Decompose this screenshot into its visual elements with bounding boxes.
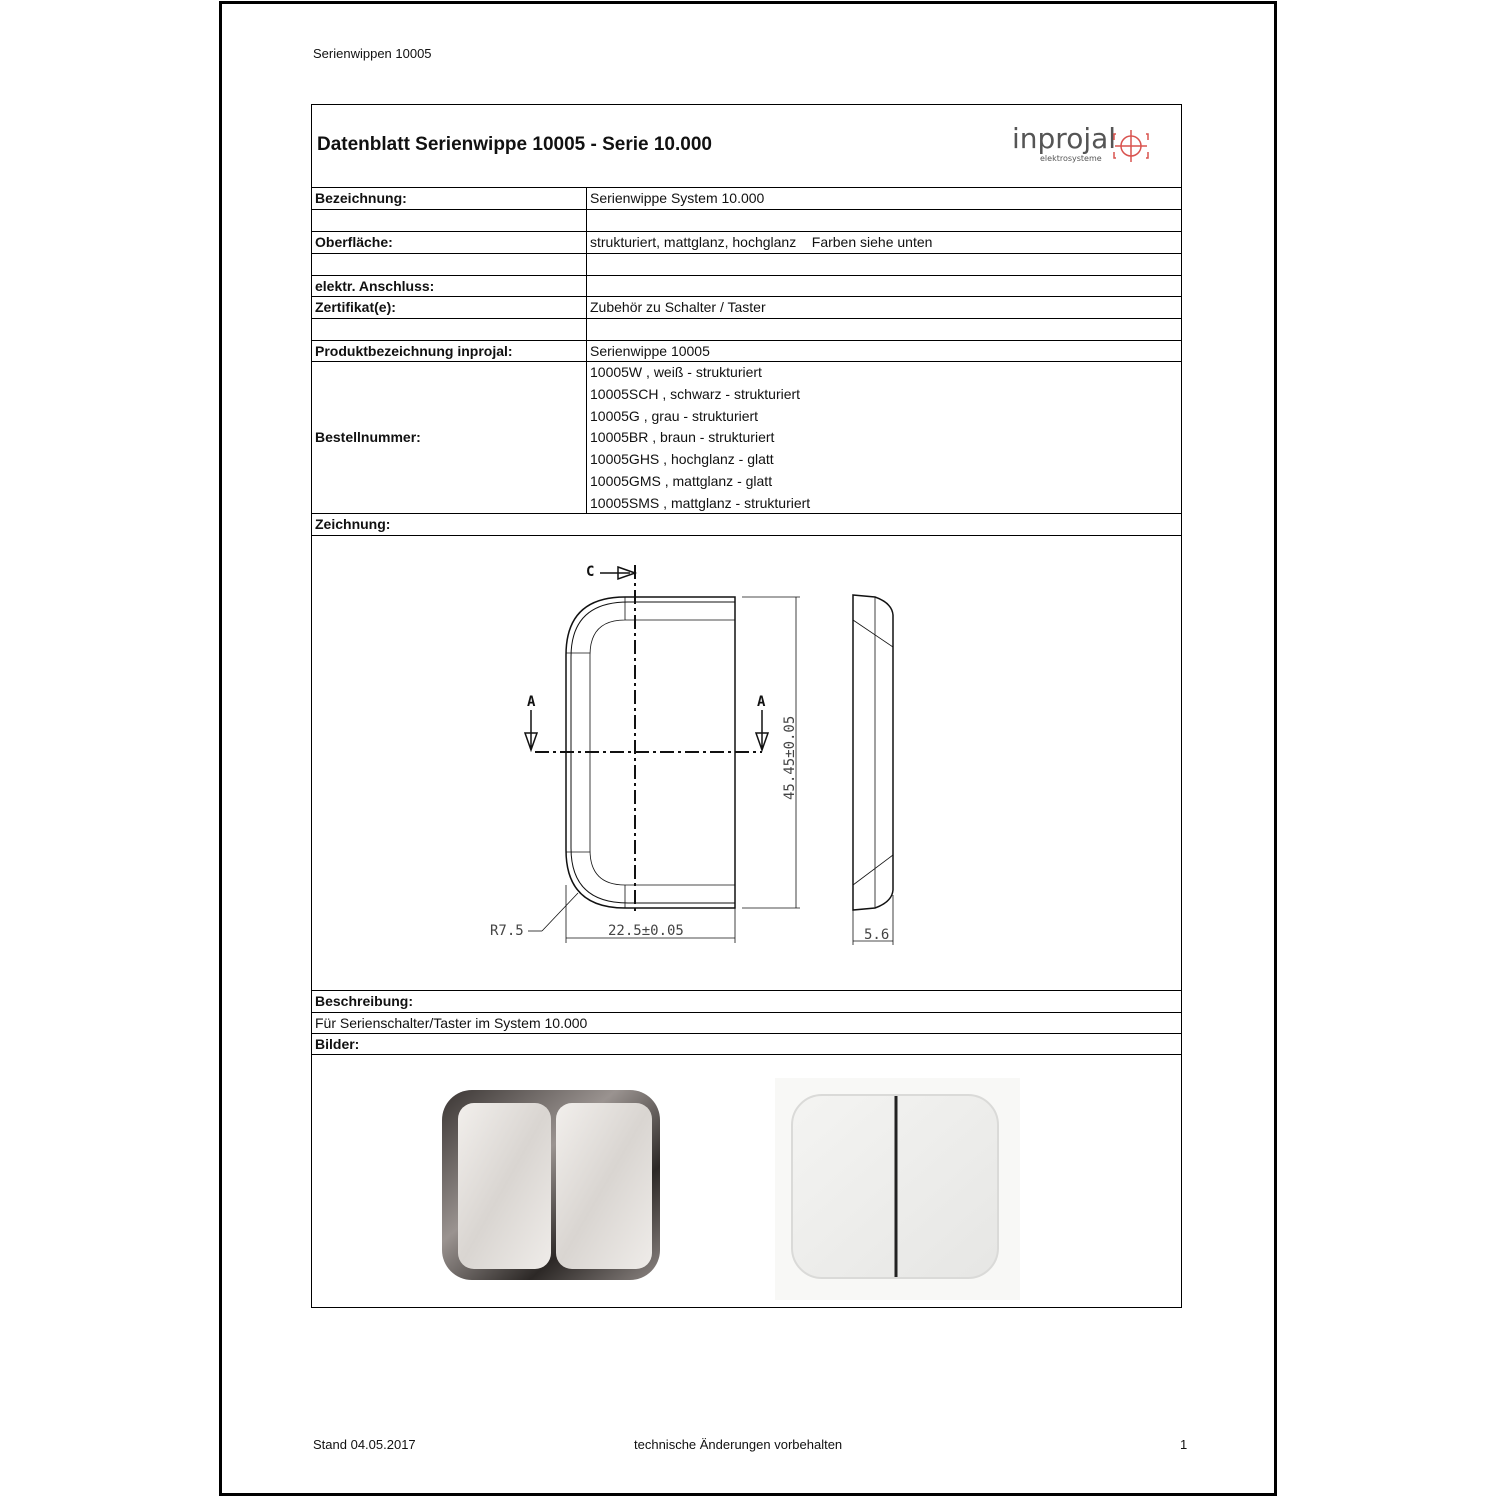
section-a-right-arrow	[756, 710, 768, 750]
label-anschluss: elektr. Anschluss:	[315, 278, 435, 294]
radius-label: R7.5	[490, 923, 524, 939]
rocker-right	[556, 1103, 652, 1269]
list-item: 10005SMS , mattglanz - strukturiert	[590, 494, 811, 511]
rocker-left	[458, 1103, 551, 1269]
logo-tagline: elektrosysteme	[1040, 154, 1102, 163]
list-item: 10005BR , braun - strukturiert	[590, 429, 775, 446]
height-dimension-label: 45.45±0.05	[782, 715, 798, 800]
section-a-left-arrow	[525, 710, 537, 750]
rocker-side-outline	[853, 595, 893, 910]
document-header: Serienwippen 10005	[313, 46, 432, 61]
depth-label: 5.6	[864, 927, 890, 943]
row-divider	[311, 253, 1182, 254]
label-bezeichnung: Bezeichnung:	[315, 190, 407, 206]
value-oberflaeche: strukturiert, mattglanz, hochglanz Farben siehe unten	[590, 234, 933, 250]
value-bezeichnung: Serienwippe System 10.000	[590, 190, 765, 206]
width-dimension-label: 22.5±0.05	[608, 923, 684, 939]
footer-date: Stand 04.05.2017	[313, 1437, 416, 1452]
label-zertifikat: Zertifikat(e):	[315, 299, 396, 315]
list-item: 10005GHS , hochglanz - glatt	[590, 451, 774, 468]
logo-brand: inprojal	[1012, 122, 1117, 155]
section-c-arrow	[600, 567, 635, 579]
list-item: 10005G , grau - strukturiert	[590, 407, 759, 424]
section-a-left-label: A	[527, 694, 536, 710]
label-beschreibung: Beschreibung:	[315, 993, 414, 1009]
label-bestellnummer: Bestellnummer:	[315, 429, 421, 445]
footer-note: technische Änderungen vorbehalten	[634, 1437, 843, 1452]
column-divider	[586, 187, 587, 513]
list-item: 10005GMS , mattglanz - glatt	[590, 472, 773, 489]
inprojal-logo	[1010, 118, 1155, 168]
section-c-label: C	[586, 564, 595, 580]
order-number-list	[590, 362, 810, 515]
list-item: 10005SCH , schwarz - strukturiert	[590, 385, 801, 402]
crosshair-icon	[1114, 130, 1148, 162]
section-a-right-label: A	[757, 694, 766, 710]
product-photo-chrome	[420, 1075, 670, 1300]
value-zertifikat: Zubehör zu Schalter / Taster	[590, 299, 766, 315]
row-divider	[311, 1054, 1182, 1055]
technical-drawing	[480, 555, 910, 945]
row-divider	[311, 535, 1182, 536]
page-number: 1	[1180, 1437, 1188, 1452]
product-photo-white	[775, 1078, 1020, 1300]
row-divider	[311, 318, 1182, 319]
label-bilder: Bilder:	[315, 1036, 360, 1052]
row-divider	[311, 209, 1182, 210]
value-beschreibung: Für Serienschalter/Taster im System 10.000	[315, 1015, 588, 1031]
row-divider	[311, 1033, 1182, 1034]
label-oberflaeche: Oberfläche:	[315, 234, 393, 250]
radius-leader-line	[542, 893, 578, 931]
page-title: Datenblatt Serienwippe 10005 - Serie 10.000	[317, 134, 712, 155]
row-divider	[311, 990, 1182, 991]
label-produktbezeichnung: Produktbezeichnung inprojal:	[315, 343, 513, 359]
label-zeichnung: Zeichnung:	[315, 516, 391, 532]
row-divider	[311, 275, 1182, 276]
value-produktbezeichnung: Serienwippe 10005	[590, 343, 710, 359]
list-item: 10005W , weiß - strukturiert	[590, 364, 762, 380]
